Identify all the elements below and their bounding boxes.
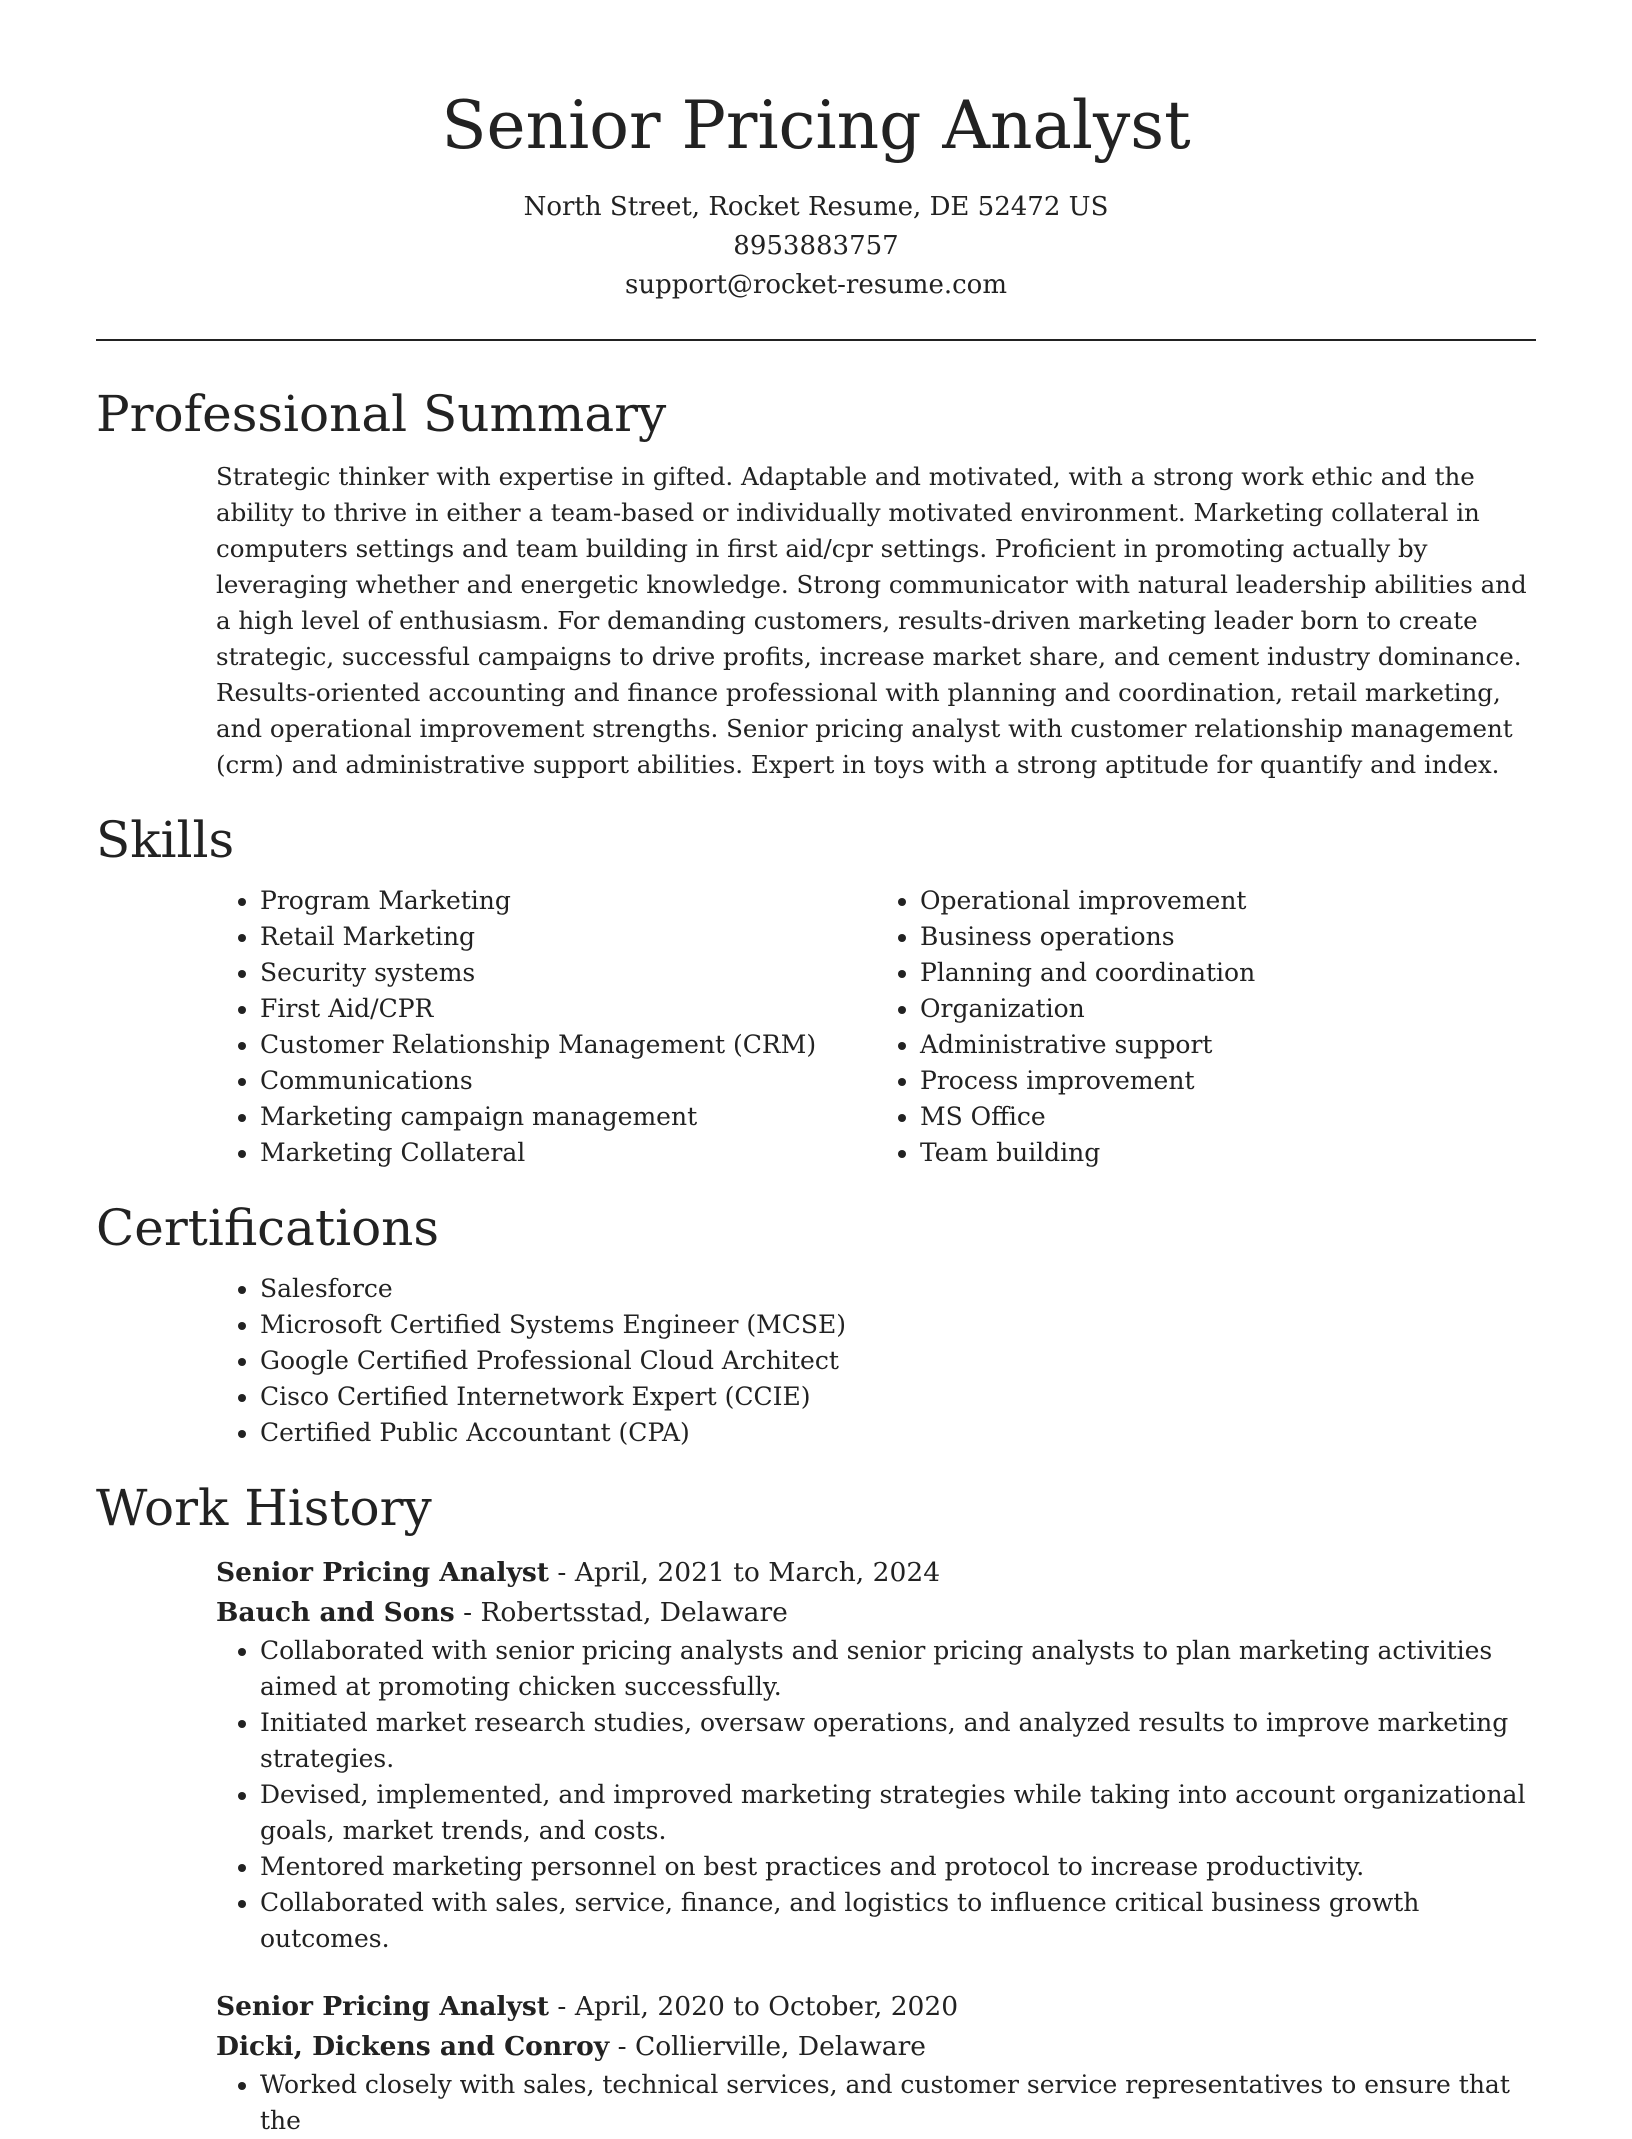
skill-item: • Customer Relationship Management (CRM) <box>260 1027 876 1063</box>
job-entry <box>216 1553 1536 1957</box>
resume-page <box>96 0 1536 2139</box>
separator: - <box>549 1557 575 1588</box>
job-location: Collierville, Delaware <box>634 2031 926 2062</box>
job-company-line <box>216 1593 1536 1633</box>
skills-heading: Skills <box>96 811 235 869</box>
skills-section <box>216 883 1536 1171</box>
skill-item: • Process improvement <box>920 1063 1536 1099</box>
skill-item: • First Aid/CPR <box>260 991 876 1027</box>
skill-item: • MS Office <box>920 1099 1536 1135</box>
address-line: North Street, Rocket Resume, DE 52472 US <box>523 192 1109 222</box>
job-location: Robertsstad, Delaware <box>480 1597 788 1628</box>
certifications-list <box>216 1271 1536 1451</box>
job-duty-item: • Collaborated with senior pricing analysts and senior pricing analysts to plan marketing activities aimed at promoting chicken successfully. <box>260 1633 1536 1705</box>
skill-item: • Operational improvement <box>920 883 1536 919</box>
skill-item: • Organization <box>920 991 1536 1027</box>
skill-item: • Team building <box>920 1135 1536 1171</box>
job-title: Senior Pricing Analyst <box>216 1991 549 2022</box>
job-title-line <box>216 1987 1536 2027</box>
summary-section <box>216 459 1536 783</box>
contact-block <box>96 188 1536 305</box>
certification-item: • Cisco Certified Internetwork Expert (CCIE) <box>260 1379 1536 1415</box>
skill-item: • Communications <box>260 1063 876 1099</box>
header-divider <box>96 339 1536 341</box>
phone-line: 8953883757 <box>733 231 899 261</box>
job-duty-item: • Initiated market research studies, oversaw operations, and analyzed results to improve marketing strategies. <box>260 1705 1536 1777</box>
certifications-heading: Certifications <box>96 1199 440 1257</box>
job-company: Bauch and Sons <box>216 1597 455 1628</box>
job-duty-item: • Worked closely with sales, technical services, and customer service representatives to ensure that the <box>260 2067 1536 2139</box>
certification-item: • Salesforce <box>260 1271 1536 1307</box>
skill-item: • Marketing Collateral <box>260 1135 876 1171</box>
job-dates: April, 2020 to October, 2020 <box>574 1991 959 2022</box>
skills-list-right <box>876 883 1536 1171</box>
candidate-name: Senior Pricing Analyst <box>441 87 1191 164</box>
skill-item: • Security systems <box>260 955 876 991</box>
job-company: Dicki, Dickens and Conroy <box>216 2031 610 2062</box>
job-entry <box>216 1987 1536 2139</box>
skill-item: • Retail Marketing <box>260 919 876 955</box>
work-history-heading: Work History <box>96 1479 432 1537</box>
job-company-line <box>216 2027 1536 2067</box>
resume-header <box>96 0 1536 305</box>
separator: - <box>454 1597 481 1628</box>
work-history-section <box>216 1553 1536 2139</box>
skills-list-left <box>216 883 876 1171</box>
certifications-section <box>216 1271 1536 1451</box>
job-title: Senior Pricing Analyst <box>216 1557 549 1588</box>
summary-heading: Professional Summary <box>96 385 667 443</box>
skill-item: • Program Marketing <box>260 883 876 919</box>
job-duty-item: • Collaborated with sales, service, finance, and logistics to influence critical business growth outcomes. <box>260 1885 1536 1957</box>
job-duty-item: • Devised, implemented, and improved marketing strategies while taking into account organizational goals, market trends, and costs. <box>260 1777 1536 1849</box>
skill-item: • Business operations <box>920 919 1536 955</box>
separator: - <box>609 2031 635 2062</box>
job-title-line <box>216 1553 1536 1593</box>
job-duties-list <box>216 2067 1536 2139</box>
email-line[interactable]: support@rocket-resume.com <box>624 270 1007 300</box>
certification-item: • Microsoft Certified Systems Engineer (MCSE) <box>260 1307 1536 1343</box>
certification-item: • Certified Public Accountant (CPA) <box>260 1415 1536 1451</box>
skill-item: • Marketing campaign management <box>260 1099 876 1135</box>
separator: - <box>549 1991 575 2022</box>
skill-item: • Planning and coordination <box>920 955 1536 991</box>
skill-item: • Administrative support <box>920 1027 1536 1063</box>
certification-item: • Google Certified Professional Cloud Architect <box>260 1343 1536 1379</box>
job-dates: April, 2021 to March, 2024 <box>574 1557 941 1588</box>
job-duties-list <box>216 1633 1536 1957</box>
job-duty-item: • Mentored marketing personnel on best practices and protocol to increase productivity. <box>260 1849 1536 1885</box>
summary-text: Strategic thinker with expertise in gifted. Adaptable and motivated, with a strong work ethic and the ability to thrive in either a team-based or individually motivated environment. Marketing collateral in computers settings and team building in first aid/cpr settings. Proficient in promoting actually by leveraging whether and energetic knowledge. Strong communicator with natural leadership abilities and a high level of enthusiasm. For demanding customers, results-driven marketing leader born to create strategic, successful campaigns to drive profits, increase market share, and cement industry dominance. Results-oriented accounting and finance professional with planning and coordination, retail marketing, and operational improvement strengths. Senior pricing analyst with customer relationship management (crm) and administrative support abilities. Expert in toys with a strong aptitude for quantify and index. <box>216 462 1527 779</box>
